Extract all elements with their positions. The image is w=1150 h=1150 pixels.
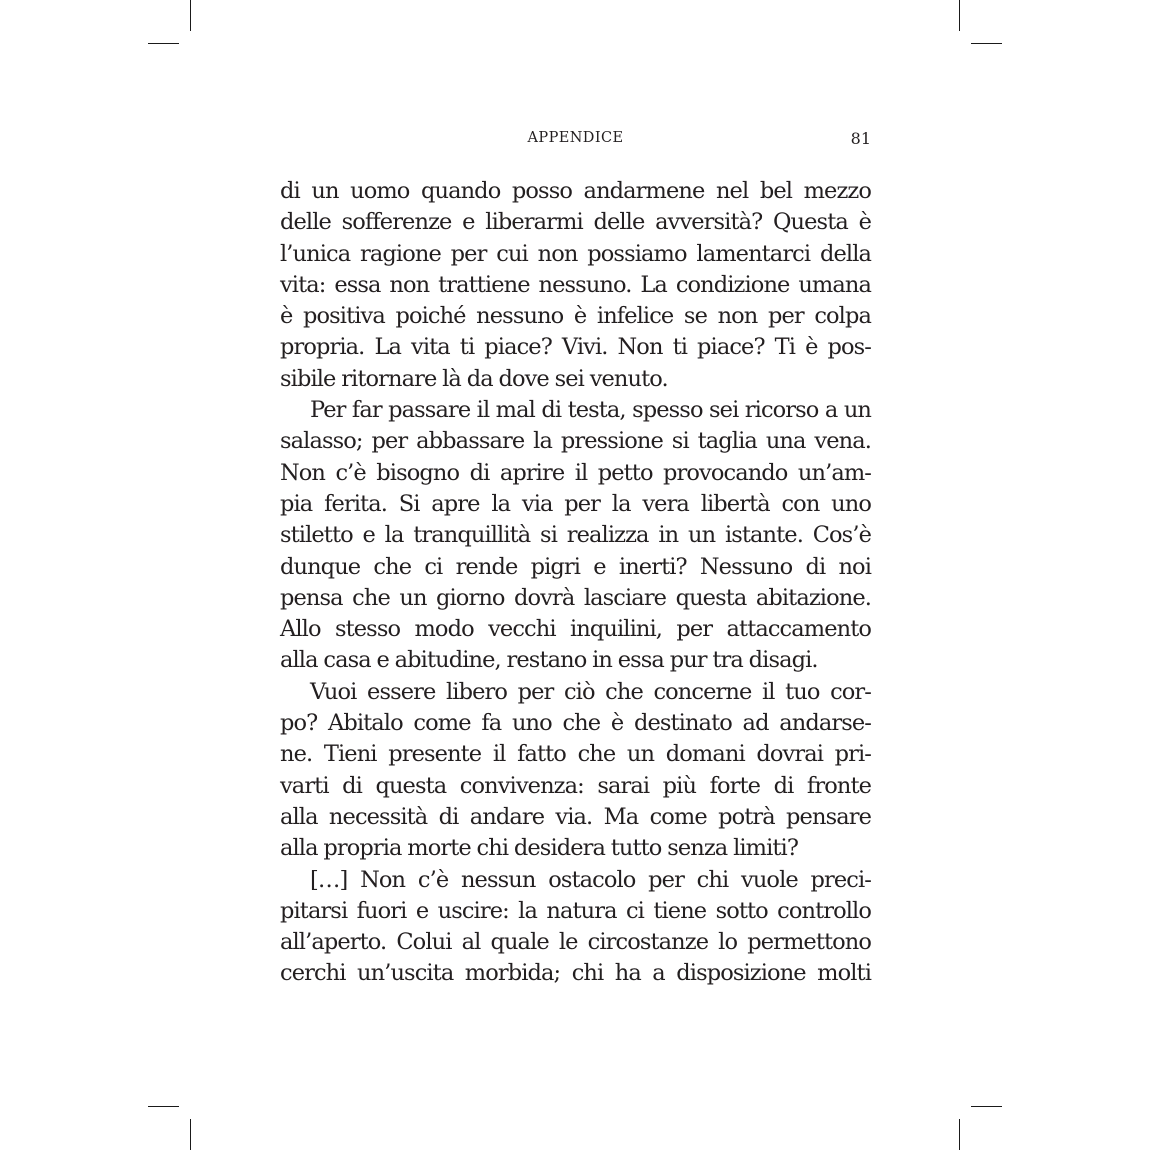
text-line: […] Non c’è nessun ostacolo per chi vuole preci-: [310, 866, 871, 893]
text-line: delle sofferenze e liberarmi delle avversità? Questa è: [280, 209, 871, 236]
text-line: alla casa e abitudine, restano in essa pur tra disagi.: [280, 647, 818, 674]
text-line: salasso; per abbassare la pressione si taglia una vena.: [280, 428, 871, 455]
text-line: Allo stesso modo vecchi inquilini, per attaccamento: [280, 616, 871, 643]
text-line: ne. Tieni presente il fatto che un domani dovrai pri-: [280, 741, 871, 768]
crop-mark-bottom-right-vertical: [959, 1119, 960, 1150]
text-line: all’aperto. Colui al quale le circostanze lo permettono: [280, 929, 871, 956]
text-line: cerchi un’uscita morbida; chi ha a disposizione molti: [280, 960, 871, 987]
paragraph: [280, 176, 871, 395]
paragraph: [280, 677, 871, 865]
paragraph: [280, 865, 871, 990]
crop-mark-top-right-horizontal: [971, 43, 1002, 44]
crop-mark-bottom-left-horizontal: [148, 1106, 179, 1107]
page-number: 81: [850, 129, 871, 148]
text-line: l’unica ragione per cui non possiamo lamentarci della: [280, 240, 871, 267]
text-line: pia ferita. Si apre la via per la vera libertà con uno: [280, 490, 871, 517]
text-line: Non c’è bisogno di aprire il petto provocando un’am-: [280, 459, 871, 486]
text-line: Per far passare il mal di testa, spesso sei ricorso a un: [310, 397, 871, 424]
text-line: alla necessità di andare via. Ma come potrà pensare: [280, 803, 871, 830]
running-head: [280, 129, 871, 149]
text-line: alla propria morte chi desidera tutto senza limiti?: [280, 835, 799, 862]
crop-mark-top-left-vertical: [190, 0, 191, 31]
text-line: propria. La vita ti piace? Vivi. Non ti piace? Ti è pos-: [280, 334, 871, 361]
text-line: varti di questa convivenza: sarai più forte di fronte: [280, 772, 871, 799]
text-line: vita: essa non trattiene nessuno. La condizione umana: [280, 271, 871, 298]
text-line: po? Abitalo come fa uno che è destinato ad andarse-: [280, 710, 871, 737]
crop-mark-top-left-horizontal: [148, 43, 179, 44]
text-line: stiletto e la tranquillità si realizza in un istante. Cos’è: [280, 522, 871, 549]
text-line: pitarsi fuori e uscire: la natura ci tiene sotto controllo: [280, 897, 871, 924]
crop-mark-top-right-vertical: [959, 0, 960, 31]
crop-mark-bottom-left-vertical: [190, 1119, 191, 1150]
text-line: Vuoi essere libero per ciò che concerne il tuo cor-: [310, 678, 871, 705]
text-line: pensa che un giorno dovrà lasciare questa abitazione.: [280, 584, 871, 611]
text-line: sibile ritornare là da dove sei venuto.: [280, 365, 668, 392]
text-line: di un uomo quando posso andarmene nel bel mezzo: [280, 178, 871, 204]
paragraph: [280, 395, 871, 677]
body-text: [280, 176, 871, 990]
crop-mark-bottom-right-horizontal: [971, 1106, 1002, 1107]
running-title: APPENDICE: [527, 130, 624, 146]
text-line: dunque che ci rende pigri e inerti? Nessuno di noi: [280, 553, 871, 580]
text-line: è positiva poiché nessuno è infelice se non per colpa: [280, 303, 871, 330]
